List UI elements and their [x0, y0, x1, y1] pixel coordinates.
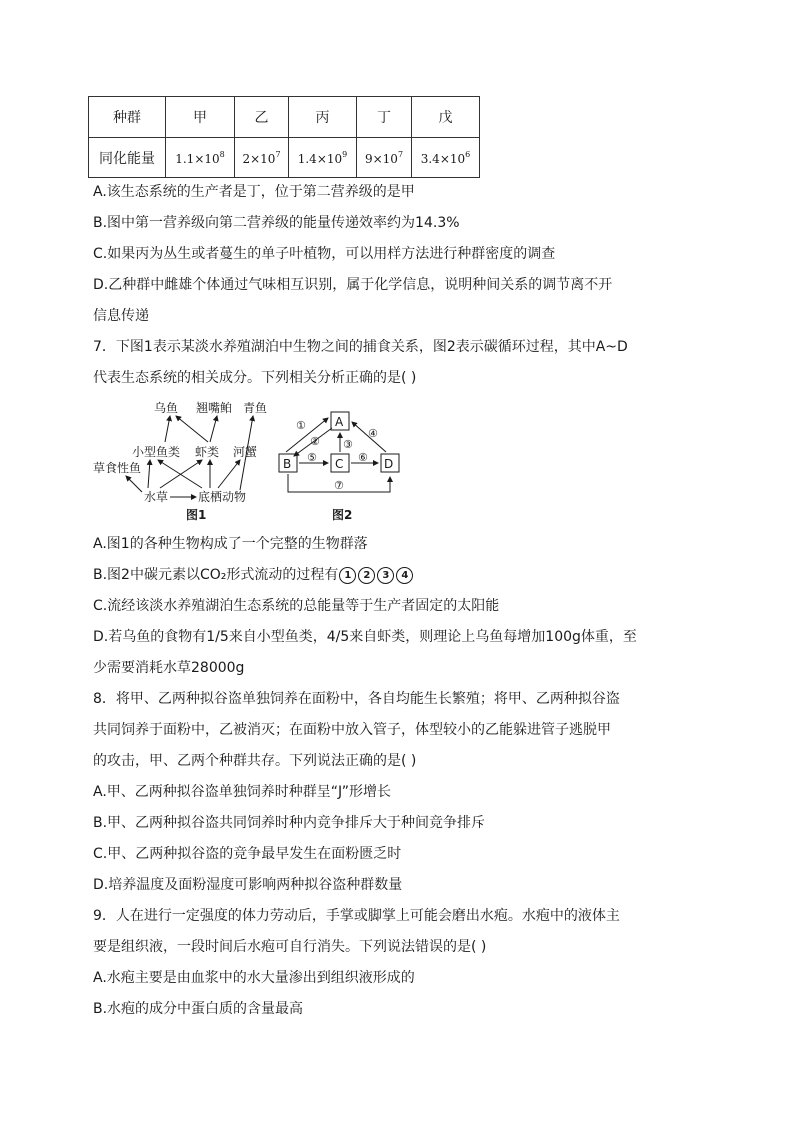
q6-option-a: A.该生态系统的生产者是丁，位于第二营养级的是甲 — [93, 184, 415, 200]
q7-option-b-text: B.图2中碳元素以CO₂形式流动的过程有 — [93, 567, 339, 583]
figure-2-caption: 图2 — [332, 508, 353, 522]
arrow-label: ⑥ — [358, 451, 368, 464]
value-base: 3.4×10 — [420, 151, 466, 166]
node-xiaoxingyulei: 小型鱼类 — [132, 445, 181, 459]
figure-1-caption: 图1 — [186, 508, 207, 522]
figures — [90, 396, 420, 526]
q7-stem-line2: 代表生态系统的相关成分。下列相关分析正确的是( ) — [93, 370, 417, 386]
table-cell: 丁 — [357, 97, 412, 138]
table-cell — [166, 138, 235, 178]
q7-option-c: C.流经该淡水养殖湖泊生态系统的总能量等于生产者固定的太阳能 — [93, 598, 500, 614]
table-cell: 戊 — [412, 97, 480, 138]
arrow — [218, 460, 240, 488]
value-exponent: 7 — [397, 149, 404, 159]
q6-option-b: B.图中第一营养级向第二营养级的能量传递效率约为14.3% — [93, 215, 460, 231]
q7-option-a: A.图1的各种生物构成了一个完整的生物群落 — [93, 536, 368, 552]
table-cell — [289, 138, 357, 178]
circled-number: 2 — [358, 567, 375, 584]
node-a: A — [335, 415, 344, 429]
q6-option-d-line2: 信息传递 — [93, 308, 149, 324]
node-fanzuibo: 翘嘴鲌 — [196, 401, 233, 415]
q8-option-b: B.甲、乙两种拟谷盗共同饲养时种内竞争排斥大于种间竞争排斥 — [93, 815, 486, 831]
q7-option-b — [93, 565, 414, 585]
q6-option-d-line1: D.乙种群中雌雄个体通过气味相互识别，属于化学信息，说明种间关系的调节离不开 — [93, 277, 613, 293]
q9-option-b: B.水疱的成分中蛋白质的含量最高 — [93, 1001, 304, 1017]
value-exponent: 9 — [342, 149, 348, 159]
node-hexie: 河蟹 — [233, 445, 258, 459]
q8-stem-line1: 8．将甲、乙两种拟谷盗单独饲养在面粉中，各自均能生长繁殖；将甲、乙两种拟谷盗 — [93, 691, 620, 707]
arrow-label: ④ — [368, 427, 378, 440]
arrow — [126, 476, 142, 492]
arrow-label: ⑤ — [307, 451, 317, 464]
node-qingyu: 青鱼 — [243, 401, 268, 415]
circled-number: 3 — [377, 567, 394, 584]
q9-option-a: A.水疱主要是由血浆中的水大量渗出到组织液形成的 — [93, 970, 415, 986]
arrow-label: ③ — [343, 438, 353, 451]
node-d: D — [384, 457, 394, 471]
table-cell — [357, 138, 412, 178]
arrow-label: ⑦ — [334, 479, 344, 492]
table-row-label: 同化能量 — [89, 138, 166, 178]
value-exponent: 7 — [275, 149, 281, 159]
node-diqidongwu: 底栖动物 — [198, 490, 247, 504]
q6-option-c: C.如果丙为丛生或者蔓生的单子叶植物，可以用样方法进行种群密度的调查 — [93, 246, 556, 262]
q8-option-a: A.甲、乙两种拟谷盗单独饲养时种群呈“J”形增长 — [93, 784, 391, 800]
table-header-row — [89, 97, 480, 138]
value-base: 2×10 — [242, 151, 276, 166]
q7-option-d-line1: D.若乌鱼的食物有1/5来自小型鱼类，4/5来自虾类，则理论上乌鱼每增加100g体重，至 — [93, 629, 637, 645]
value-exponent: 6 — [465, 149, 471, 159]
node-b: B — [283, 457, 292, 471]
q8-option-c: C.甲、乙两种拟谷盗的竞争最早发生在面粉匮乏时 — [93, 846, 402, 862]
table-cell — [235, 138, 289, 178]
node-caoshixingyu: 草食性鱼 — [93, 461, 142, 475]
value-exponent: 8 — [219, 149, 225, 159]
table-cell: 乙 — [235, 97, 289, 138]
table-cell: 丙 — [289, 97, 357, 138]
q9-stem-line2: 要是组织液，一段时间后水疱可自行消失。下列说法错误的是( ) — [93, 939, 487, 955]
q7-option-d-line2: 少需要消耗水草28000g — [93, 660, 245, 676]
node-c: C — [335, 457, 344, 471]
node-wuyu: 乌鱼 — [154, 401, 179, 415]
table-row — [89, 138, 480, 178]
energy-table — [88, 96, 480, 178]
value-base: 9×10 — [364, 151, 398, 166]
circled-number: 1 — [339, 567, 356, 584]
q9-stem-line1: 9．人在进行一定强度的体力劳动后，手掌或脚掌上可能会磨出水疱。水疱中的液体主 — [93, 908, 620, 924]
value-base: 1.4×10 — [297, 151, 343, 166]
q8-stem-line2: 共同饲养于面粉中，乙被消灭；在面粉中放入管子，体型较小的乙能躲进管子逃脱甲 — [93, 722, 611, 738]
arrow — [210, 416, 217, 442]
table-cell: 甲 — [166, 97, 235, 138]
value-base: 1.1×10 — [175, 151, 220, 166]
table-cell: 种群 — [89, 97, 166, 138]
circled-number: 4 — [396, 567, 413, 584]
q8-option-d: D.培养温度及面粉湿度可影响两种拟谷盗种群数量 — [93, 877, 403, 893]
arrow — [148, 460, 150, 488]
q7-stem-line1: 7．下图1表示某淡水养殖湖泊中生物之间的捕食关系，图2表示碳循环过程，其中A~D — [93, 339, 628, 355]
q8-stem-line3: 的攻击，甲、乙两个种群共存。下列说法正确的是( ) — [93, 753, 417, 769]
arrow-label: ① — [296, 419, 306, 432]
node-shuicao: 水草 — [144, 490, 169, 504]
node-xialei: 虾类 — [195, 445, 220, 459]
table-cell — [412, 138, 480, 178]
arrow — [176, 416, 208, 442]
arrow-label: ② — [310, 435, 320, 448]
arrow — [165, 416, 170, 442]
